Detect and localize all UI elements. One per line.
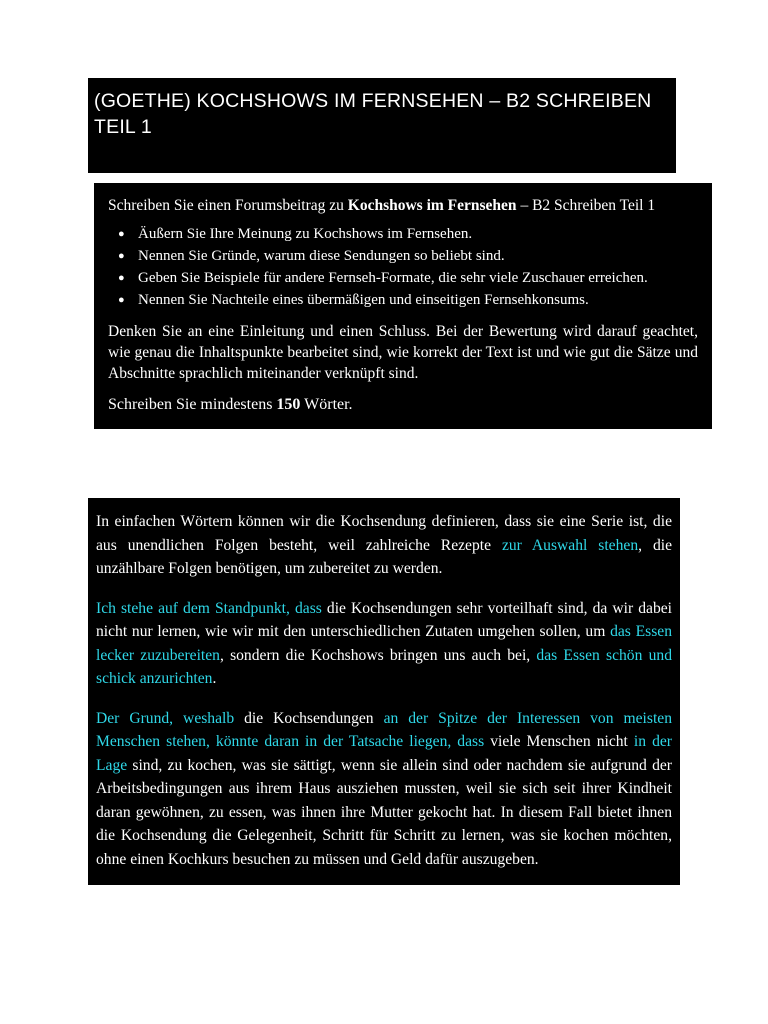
- answer-p3-seg2: die Kochsendungen: [234, 709, 384, 727]
- answer-p2-seg4: , sondern die Kochshows bringen uns auch bei,: [219, 646, 537, 664]
- answer-p1-highlight-1: zur Auswahl stehen: [501, 536, 639, 554]
- list-item: ● Nennen Sie Nachteile eines übermäßigen und einseitigen Fernsehkonsums.: [108, 290, 698, 311]
- document-title-banner: [88, 78, 676, 173]
- answer-p2-highlight-2: das Essen lecker zuzubereiten: [96, 623, 672, 664]
- answer-p2-highlight-1: Ich stehe auf dem Standpunkt, dass: [96, 599, 322, 617]
- answer-paragraph-1: [96, 510, 672, 581]
- task-footer-part2: Wörter.: [300, 396, 353, 413]
- answer-p2-highlight-3: das Essen schön und schick anzurichten: [96, 646, 672, 687]
- task-prompt-block: [94, 183, 712, 429]
- answer-p1-seg1: In einfachen Wörtern können wir die Kochsendung definieren, dass sie eine Serie ist, die aus unendlichen Folgen besteht, weil zahlreiche Rezepte: [96, 513, 672, 554]
- answer-p3-highlight-2: an der Spitze der Interessen von meisten Menschen stehen, könnte daran in der Tatsache liegen, dass: [96, 709, 672, 750]
- answer-p3-highlight-3: in der Lage: [96, 733, 673, 774]
- task-intro-part2: – B2 Schreiben Teil 1: [516, 197, 656, 214]
- answer-paragraph-2: [96, 597, 672, 691]
- list-item: ● Nennen Sie Gründe, warum diese Sendungen so beliebt sind.: [108, 246, 698, 267]
- task-word-count-number: 150: [276, 396, 301, 413]
- answer-paragraph-3: [96, 707, 672, 872]
- task-word-count-requirement: [108, 394, 698, 415]
- answer-essay-block: [88, 498, 680, 885]
- list-item: ● Geben Sie Beispiele für andere Fernseh-Formate, die sehr viele Zuschauer erreichen.: [108, 268, 698, 289]
- answer-p3-seg4: viele Menschen nicht: [484, 733, 634, 750]
- task-intro: [108, 195, 698, 216]
- list-item: ● Äußern Sie Ihre Meinung zu Kochshows im Fernsehen.: [108, 224, 698, 245]
- task-bullet-list: [108, 224, 698, 311]
- answer-p1-seg3: , die unzählbare Folgen benötigen, um zubereitet zu werden.: [96, 536, 672, 577]
- task-evaluation-note: Denken Sie an eine Einleitung und einen Schluss. Bei der Bewertung wird darauf geachtet, wie genau die Inhaltspunkte bearbeitet sind, wie korrekt der Text ist und wie gut die Sätze und Abschnitte sprachlich miteinander verknüpft sind.: [108, 323, 698, 382]
- answer-p2-seg6: .: [212, 670, 217, 687]
- answer-p3-highlight-1: Der Grund, weshalb: [96, 709, 235, 727]
- answer-p3-seg6: sind, zu kochen, was sie sättigt, wenn sie allein sind oder nachdem sie aufgrund der Arbeitsbedingungen aus ihrem Haus ausziehen mussten, weil sie sich seit ihrer Kindheit daran gewöhnen, zu essen, was ihnen ihre Mutter gekocht hat. In diesem Fall bietet ihnen die Kochsendung die Gelegenheit, Schritt für Schritt zu lernen, was sie kochen möchten, ohne einen Kochkurs besuchen zu müssen und Geld dafür auszugeben.: [96, 756, 672, 868]
- page-title: (GOETHE) KOCHSHOWS IM FERNSEHEN – B2 SCHREIBEN TEIL 1: [94, 90, 652, 138]
- answer-p2-seg2: die Kochsendungen sehr vorteilhaft sind, da wir dabei nicht nur lernen, wie wir mit den unterschiedlichen Zutaten umgehen sollen, um: [96, 599, 672, 640]
- task-intro-topic: Kochshows im Fernsehen: [347, 197, 517, 214]
- task-footer-part1: Schreiben Sie mindestens: [108, 396, 277, 413]
- task-intro-part1: Schreiben Sie einen Forumsbeitrag zu: [108, 197, 348, 214]
